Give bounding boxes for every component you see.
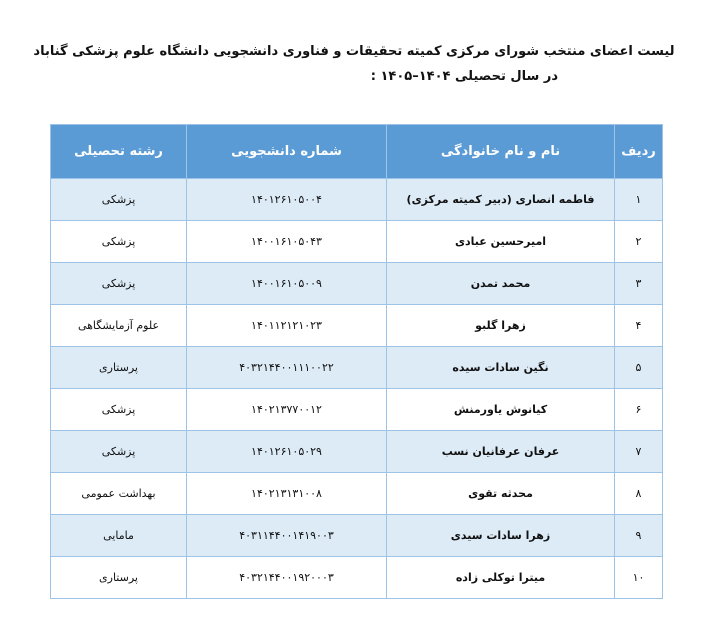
cell-field-of-study: پرستاری xyxy=(51,557,187,599)
cell-field-of-study: مامایی xyxy=(51,515,187,557)
cell-full-name: زهرا سادات سیدی xyxy=(387,515,615,557)
cell-field-of-study: پزشکی xyxy=(51,431,187,473)
cell-row-number: ۸ xyxy=(615,473,663,515)
cell-row-number: ۳ xyxy=(615,263,663,305)
table-row xyxy=(51,557,663,599)
cell-full-name: محمد تمدن xyxy=(387,263,615,305)
header-row-number: ردیف xyxy=(615,125,663,179)
cell-student-id: ۱۴۰۲۱۳۷۷۰۰۱۲ xyxy=(187,389,387,431)
document-title xyxy=(0,40,708,90)
cell-row-number: ۷ xyxy=(615,431,663,473)
header-field-of-study: رشته تحصیلی xyxy=(51,125,187,179)
cell-student-id: ۱۴۰۲۱۳۱۳۱۰۰۸ xyxy=(187,473,387,515)
cell-full-name: کیانوش یاورمنش xyxy=(387,389,615,431)
cell-full-name: امیرحسین عبادی xyxy=(387,221,615,263)
cell-field-of-study: پزشکی xyxy=(51,263,187,305)
cell-field-of-study: پرستاری xyxy=(51,347,187,389)
table-body xyxy=(51,179,663,599)
cell-row-number: ۵ xyxy=(615,347,663,389)
cell-student-id: ۱۴۰۱۲۶۱۰۵۰۲۹ xyxy=(187,431,387,473)
table-header-row xyxy=(51,125,663,179)
cell-field-of-study: پزشکی xyxy=(51,179,187,221)
cell-full-name: فاطمه انصاری (دبیر کمیته مرکزی) xyxy=(387,179,615,221)
cell-student-id: ۱۴۰۰۱۶۱۰۵۰۴۳ xyxy=(187,221,387,263)
header-student-id: شماره دانشجویی xyxy=(187,125,387,179)
cell-row-number: ۶ xyxy=(615,389,663,431)
cell-full-name: عرفان عرفانیان نسب xyxy=(387,431,615,473)
header-full-name: نام و نام خانوادگی xyxy=(387,125,615,179)
cell-student-id: ۴۰۳۲۱۴۴۰۰۱۹۲۰۰۰۳ xyxy=(187,557,387,599)
cell-full-name: زهرا گلبو xyxy=(387,305,615,347)
title-line-1: لیست اعضای منتخب شورای مرکزی کمیته تحقیقات و فناوری دانشجویی دانشگاه علوم پزشکی گناباد xyxy=(33,44,675,59)
cell-full-name: میترا توکلی زاده xyxy=(387,557,615,599)
table-row xyxy=(51,347,663,389)
cell-student-id: ۱۴۰۱۲۶۱۰۵۰۰۴ xyxy=(187,179,387,221)
cell-full-name: محدثه تقوی xyxy=(387,473,615,515)
table-row xyxy=(51,263,663,305)
cell-student-id: ۱۴۰۱۱۲۱۲۱۰۲۳ xyxy=(187,305,387,347)
table-row xyxy=(51,473,663,515)
cell-row-number: ۲ xyxy=(615,221,663,263)
table-row xyxy=(51,515,663,557)
cell-full-name: نگین سادات سیده xyxy=(387,347,615,389)
cell-student-id: ۴۰۳۲۱۴۴۰۰۱۱۱۰۰۲۲ xyxy=(187,347,387,389)
title-line-2: در سال تحصیلی ۱۴۰۴–۱۴۰۵ : xyxy=(370,69,558,84)
table-row xyxy=(51,431,663,473)
table-row xyxy=(51,179,663,221)
cell-field-of-study: پزشکی xyxy=(51,221,187,263)
members-table xyxy=(50,124,663,599)
cell-row-number: ۴ xyxy=(615,305,663,347)
table-row xyxy=(51,221,663,263)
table-row xyxy=(51,389,663,431)
table-row xyxy=(51,305,663,347)
cell-field-of-study: علوم آزمایشگاهی xyxy=(51,305,187,347)
cell-row-number: ۱ xyxy=(615,179,663,221)
cell-student-id: ۴۰۳۱۱۴۴۰۰۱۴۱۹۰۰۳ xyxy=(187,515,387,557)
cell-field-of-study: پزشکی xyxy=(51,389,187,431)
cell-row-number: ۹ xyxy=(615,515,663,557)
cell-row-number: ۱۰ xyxy=(615,557,663,599)
cell-student-id: ۱۴۰۰۱۶۱۰۵۰۰۹ xyxy=(187,263,387,305)
cell-field-of-study: بهداشت عمومی xyxy=(51,473,187,515)
